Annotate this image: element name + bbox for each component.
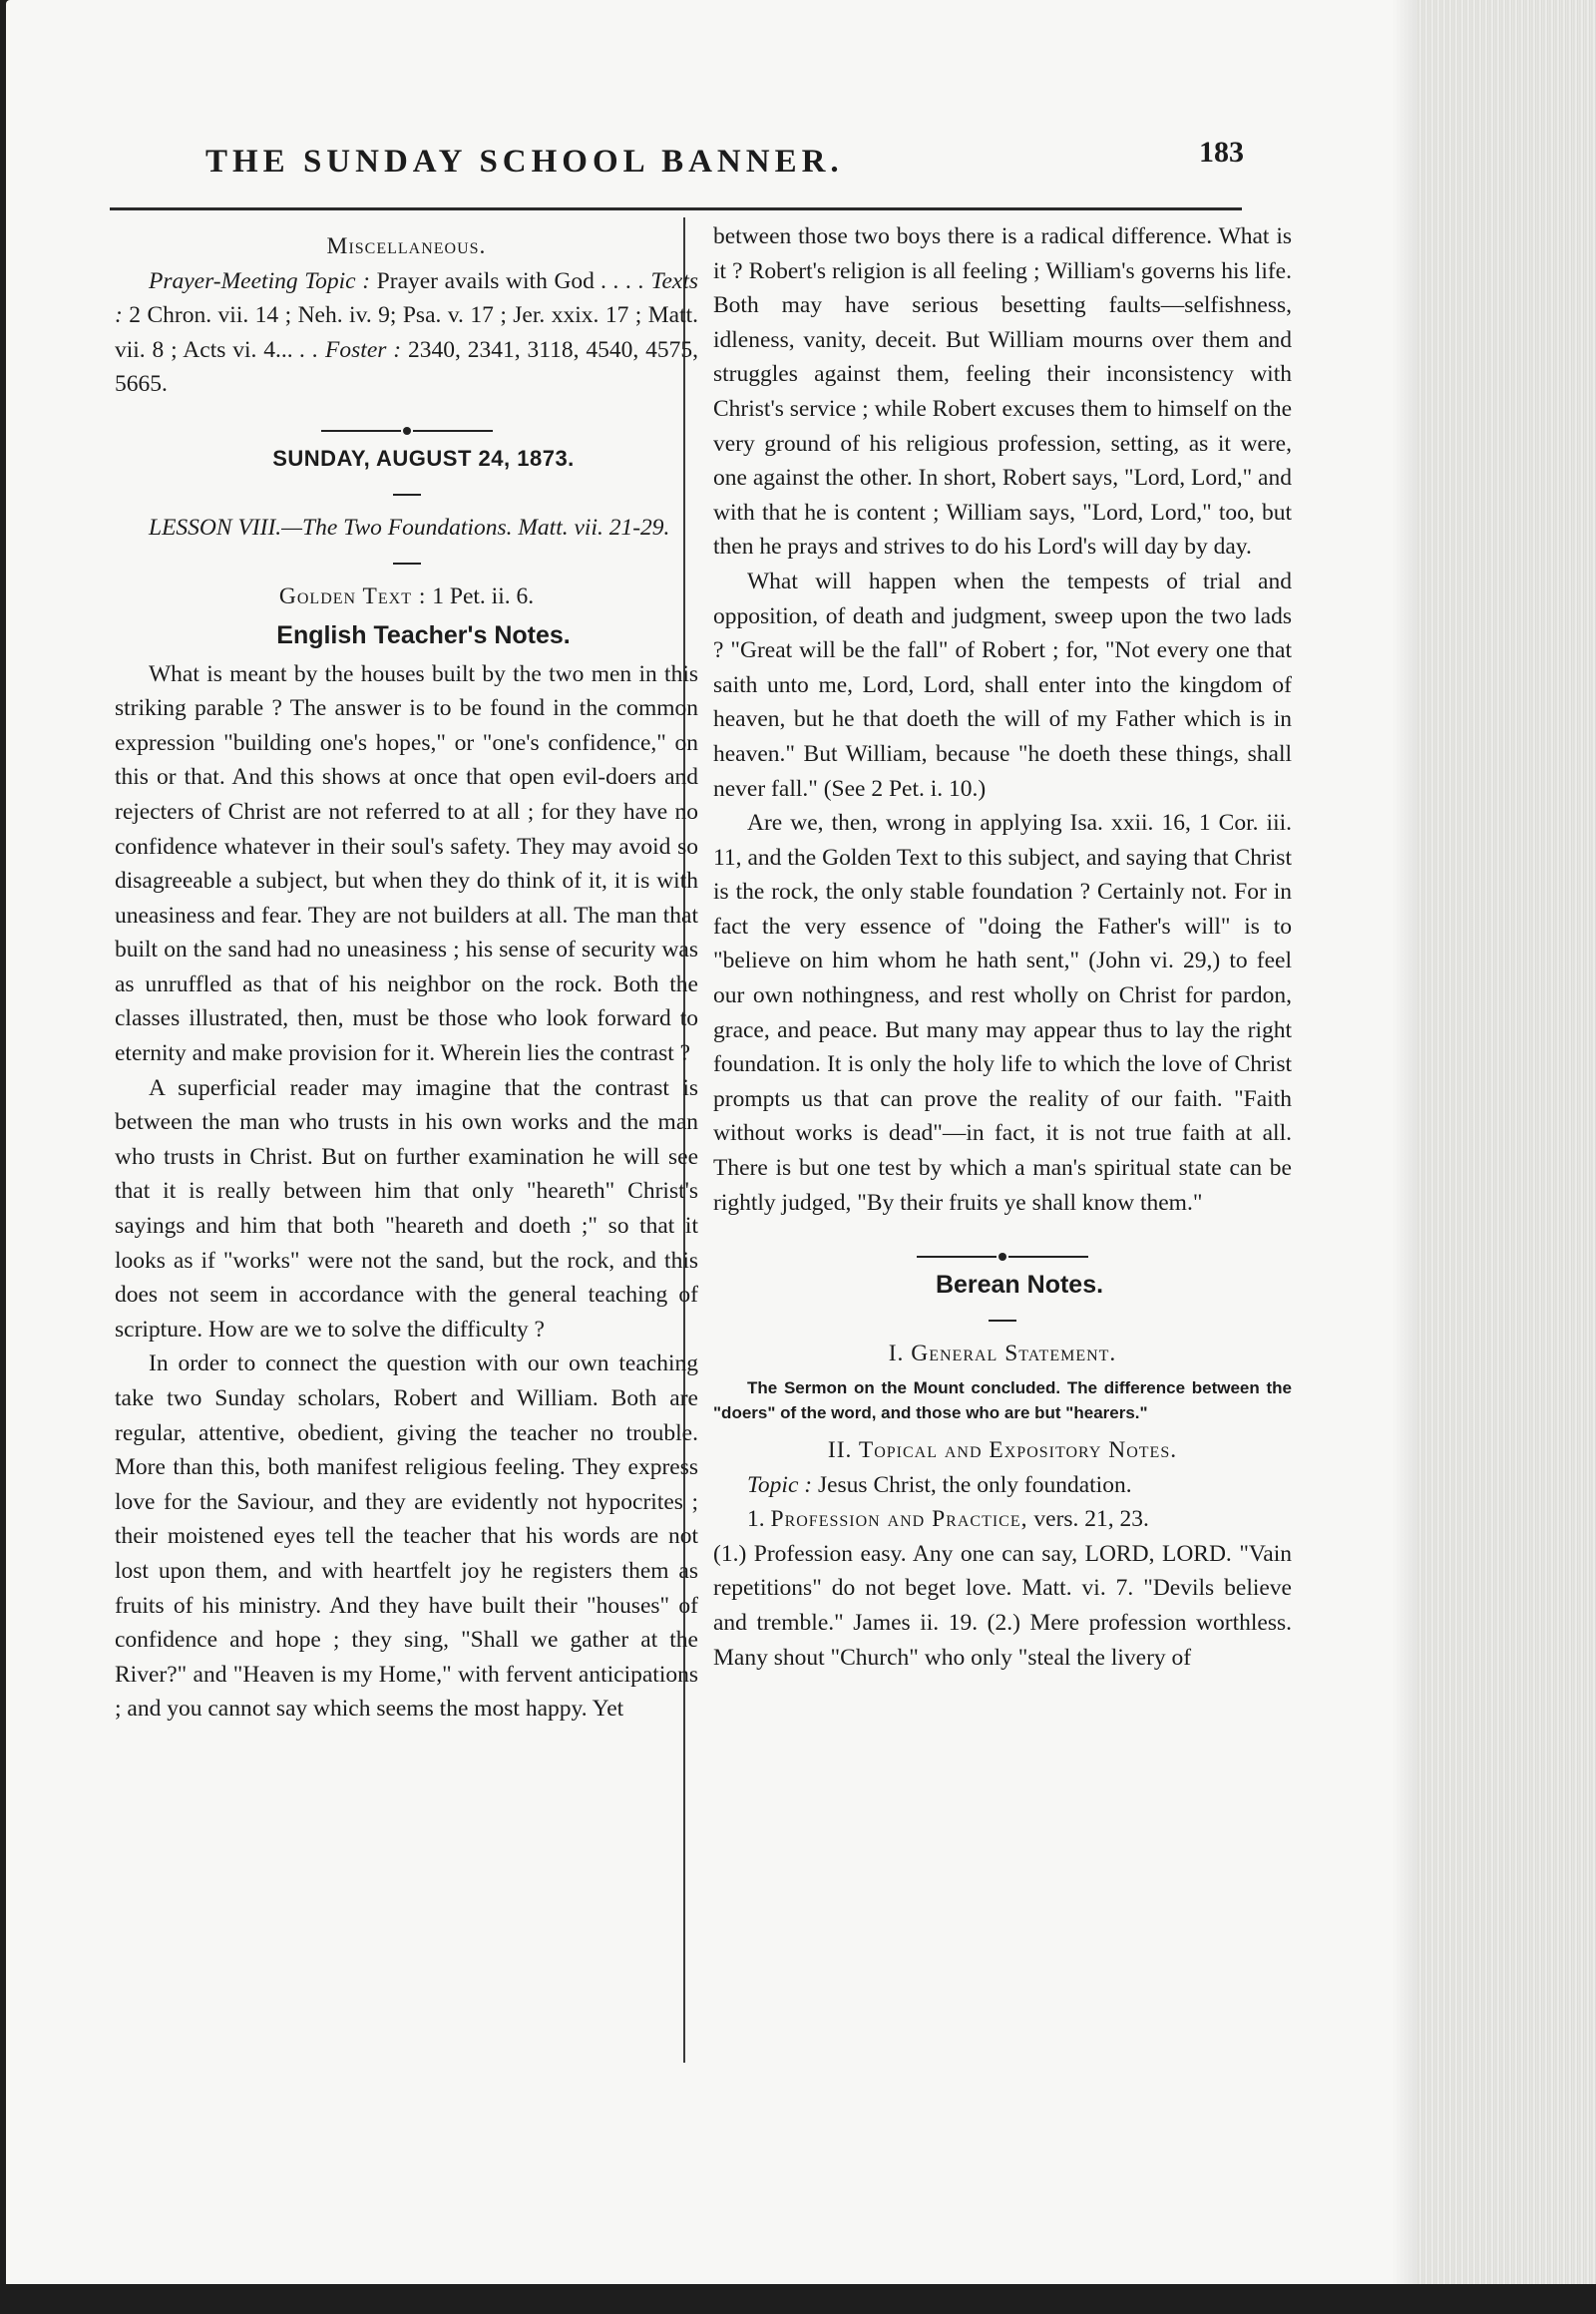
page-edges xyxy=(1416,0,1596,2314)
section-title: Profession and Practice, xyxy=(770,1506,1028,1533)
section-heading-berean-notes: Berean Notes. xyxy=(935,1271,1104,1300)
misc-foster-label: . . Foster : xyxy=(299,336,402,363)
ornament-divider xyxy=(713,1238,1292,1258)
golden-text xyxy=(115,579,698,614)
general-statement-heading: I. General Statement. xyxy=(888,1341,1117,1367)
ornament-divider xyxy=(115,412,698,432)
golden-text-label: Golden Text : xyxy=(278,583,427,610)
header-rule xyxy=(110,207,1242,210)
topic-line xyxy=(713,1468,1292,1503)
misc-topic-text: Prayer avails with God xyxy=(370,267,595,294)
lesson-date: SUNDAY, AUGUST 24, 1873. xyxy=(272,445,575,471)
running-title: THE SUNDAY SCHOOL BANNER. xyxy=(205,144,844,180)
short-rule xyxy=(115,477,698,512)
paragraph: between those two boys there is a radical difference. What is it ? Robert's religion is all feeling ; William's governs his life. Both may have serious besetting faults—selfishness, idleness, vanity, deceit. But William mourns over them and struggles against them, feeling their inconsistency with Christ's service ; while Robert excuses them to himself on the very ground of his religious profession, setting, as it were, one against the other. In short, Robert says, "Lord, Lord," and with that he is content ; William says, "Lord, Lord," too, but then he prays and strives to do his Lord's will day by day. xyxy=(713,223,1292,561)
misc-texts-label: . . . . Texts : xyxy=(115,267,698,329)
short-rule xyxy=(713,1303,1292,1338)
topic-label: Topic : xyxy=(747,1471,813,1498)
section-ref: vers. 21, 23. xyxy=(1027,1506,1149,1533)
misc-paragraph xyxy=(115,264,698,402)
section-heading-english-notes: English Teacher's Notes. xyxy=(276,620,571,649)
topic-text: Jesus Christ, the only foundation. xyxy=(812,1471,1132,1498)
lesson-title: LESSON VIII.—The Two Foundations. Matt. vii. 21-29. xyxy=(149,515,670,542)
general-statement-text: The Sermon on the Mount concluded. The difference between the "doers" of the word, and those who are but "hearers." xyxy=(713,1378,1292,1422)
paragraph: A superficial reader may imagine that the contrast is between the man who trusts in his own works and the man who trusts in Christ. But on further examination he will see that it is really between him that only "heareth" Christ's sayings and him that both "heareth and doeth ;" so that it looks as if "works" were not the sand, but the rock, and this does not seem in accordance with the general teaching of scripture. How are we to solve the difficulty ? xyxy=(115,1074,698,1343)
misc-texts-text: 2 Chron. vii. 14 ; Neh. iv. 9; Psa. v. 17 ; Jer. xxix. 17 ; Matt. vii. 8 ; Acts vi. 4... xyxy=(115,302,698,363)
short-rule xyxy=(115,546,698,580)
paragraph: What is meant by the houses built by the two men in this striking parable ? The answer is to be found in the common expression "building one's hopes," or "one's confidence," on this or that. And this shows at once that open evil-doers and rejecters of Christ are not referred to at all ; for they have no confidence whatever in their soul's safety. They may avoid so disagreeable a subject, but when they do think of it, it is with uneasiness and fear. They are not builders at all. The man that built on the sand had no uneasiness ; his sense of security was as unruffled as that of his neighbor on the rock. Both the classes illustrated, then, must be those who look forward to eternity and make provision for it. Wherein lies the contrast ? xyxy=(115,660,698,1067)
section-line xyxy=(713,1502,1292,1537)
topical-heading: II. Topical and Expository Notes. xyxy=(827,1437,1178,1463)
background-band xyxy=(0,2284,1596,2314)
section-body: (1.) Profession easy. Any one can say, LORD, LORD. "Vain repetitions" do not beget love. Matt. vi. 7. "Devils believe and tremble." James ii. 19. (2.) Mere profession worthless. Many shout "Church" who only "steal the livery of xyxy=(713,1540,1292,1671)
right-column xyxy=(713,219,1292,1675)
paragraph: Are we, then, wrong in applying Isa. xxii. 16, 1 Cor. iii. 11, and the Golden Text to this subject, and saying that Christ is the rock, the only stable foundation ? Certainly not. For in fact the very essence of "doing the Father's will" is to "believe on him whom he hath sent," (John vi. 29,) to feel our own nothingness, and rest wholly on Christ for pardon, grace, and peace. But many may appear thus to lay the right foundation. It is only the holy life to which the love of Christ prompts us that can prove the reality of our faith. "Faith without works is dead"—in fact, it is not true faith at all. There is but one test by which a man's spiritual state can be rightly judged, "By their fruits ye shall know them." xyxy=(713,810,1292,1216)
misc-heading: Miscellaneous. xyxy=(326,233,487,259)
misc-foster-text: 2340, 2341, 3118, 4540, 4575, 5665. xyxy=(115,336,698,398)
misc-topic-label: Prayer-Meeting Topic : xyxy=(149,267,371,294)
section-number: 1. xyxy=(747,1506,771,1533)
paragraph: What will happen when the tempests of trial and opposition, of death and judgment, sweep upon the two lads ? "Great will be the fall" of Robert ; for, "Not every one that saith unto me, Lord, Lord, shall enter into the kingdom of heaven, but he that doeth the will of my Father which is in heaven." But William, because "he doeth these things, shall never fall." (See 2 Pet. i. 10.) xyxy=(713,568,1292,802)
left-column xyxy=(115,229,698,1727)
paragraph: In order to connect the question with our own teaching take two Sunday scholars, Robert and William. Both are regular, attentive, obedient, giving the teacher no trouble. More than this, both manifest religious feeling. They express love for the Saviour, and they are evidently not hypocrites ; their moistened eyes tell the teacher that his words are not lost upon them, and with heartfelt joy he registers them as fruits of his ministry. And they have built their "houses" of confidence and hope ; they sing, "Shall we gather at the River?" and "Heaven is my Home," with fervent anticipations ; and you cannot say which seems the most happy. Yet xyxy=(115,1350,698,1723)
page-number: 183 xyxy=(1199,136,1244,169)
golden-text-ref: 1 Pet. ii. 6. xyxy=(426,583,535,610)
